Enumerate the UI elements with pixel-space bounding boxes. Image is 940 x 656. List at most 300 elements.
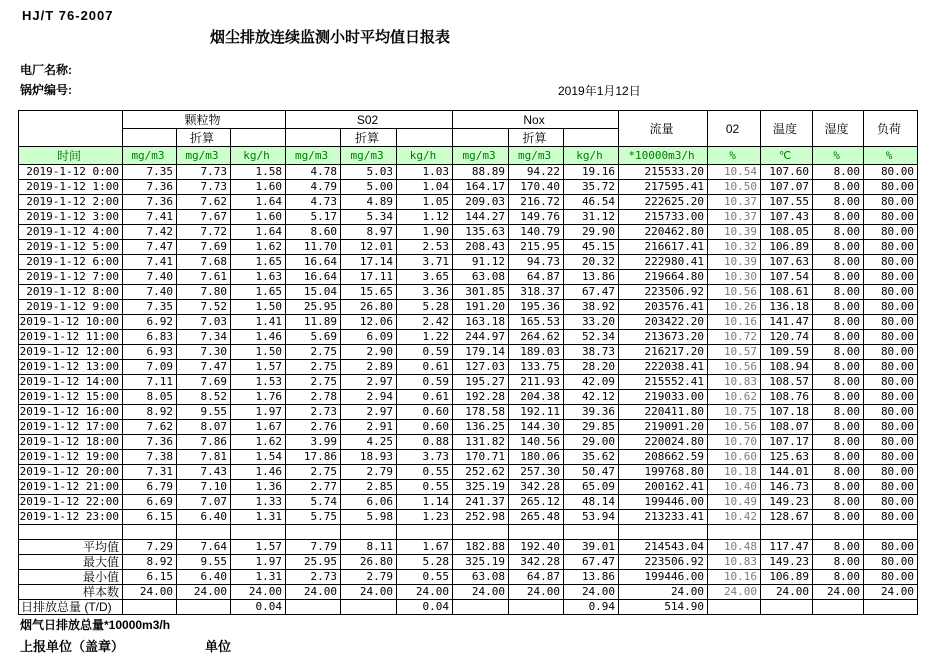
value-cell: 7.68 [177,255,231,270]
value-cell: 0.61 [397,390,453,405]
value-cell: 10.32 [708,240,761,255]
value-cell: 91.12 [453,255,509,270]
value-cell: 1.58 [231,165,286,180]
value-cell [231,525,286,540]
value-cell: 25.95 [286,555,341,570]
value-cell: 6.92 [123,315,177,330]
header-cell-empty [397,129,453,147]
value-cell: 26.80 [341,555,397,570]
value-cell: 1.05 [397,195,453,210]
value-cell: 8.05 [123,390,177,405]
value-cell: 7.86 [177,435,231,450]
value-cell: 48.14 [564,495,619,510]
value-cell: 140.79 [509,225,564,240]
value-cell: 7.80 [177,285,231,300]
value-cell: 80.00 [864,300,918,315]
value-cell: 2.75 [286,375,341,390]
value-cell: 6.83 [123,330,177,345]
value-cell: 10.16 [708,570,761,585]
header-flow: 流量 [619,111,708,147]
value-cell: 1.31 [231,570,286,585]
value-cell: 8.92 [123,555,177,570]
value-cell: 5.74 [286,495,341,510]
value-cell: 10.54 [708,165,761,180]
value-cell: 26.80 [341,300,397,315]
value-cell [813,600,864,615]
value-cell: 1.46 [231,330,286,345]
value-cell: 35.72 [564,180,619,195]
value-cell: 45.15 [564,240,619,255]
value-cell: 220024.80 [619,435,708,450]
unit-cell: mg/m3 [286,147,341,165]
value-cell: 10.39 [708,225,761,240]
data-row [19,330,918,345]
value-cell: 120.74 [761,330,813,345]
value-cell [708,600,761,615]
value-cell [123,525,177,540]
value-cell: 0.59 [397,345,453,360]
value-cell: 24.00 [231,585,286,600]
value-cell: 7.09 [123,360,177,375]
page-title: 烟尘排放连续监测小时平均值日报表 [209,29,450,46]
value-cell: 5.75 [286,510,341,525]
value-cell [286,600,341,615]
unit-cell: kg/h [564,147,619,165]
row-label: 2019-1-12 14:00 [19,375,123,390]
value-cell: 1.64 [231,195,286,210]
data-row [19,240,918,255]
value-cell: 1.97 [231,405,286,420]
value-cell: 7.81 [177,450,231,465]
value-cell: 80.00 [864,405,918,420]
value-cell: 42.09 [564,375,619,390]
value-cell: 29.00 [564,435,619,450]
summary-row [19,540,918,555]
spacer-row [19,525,918,540]
value-cell: 211.93 [509,375,564,390]
value-cell: 191.20 [453,300,509,315]
value-cell: 1.23 [397,510,453,525]
value-cell: 12.06 [341,315,397,330]
value-cell: 6.40 [177,510,231,525]
value-cell: 80.00 [864,345,918,360]
value-cell: 24.00 [177,585,231,600]
value-cell: 8.00 [813,510,864,525]
value-cell: 7.31 [123,465,177,480]
value-cell: 8.00 [813,285,864,300]
value-cell: 46.54 [564,195,619,210]
value-cell: 107.18 [761,405,813,420]
value-cell: 7.64 [177,540,231,555]
value-cell: 107.60 [761,165,813,180]
value-cell: 1.03 [397,165,453,180]
value-cell: 7.36 [123,180,177,195]
value-cell: 80.00 [864,330,918,345]
value-cell: 0.04 [231,600,286,615]
value-cell: 7.36 [123,195,177,210]
value-cell: 2.97 [341,405,397,420]
value-cell: 179.14 [453,345,509,360]
value-cell: 39.36 [564,405,619,420]
value-cell: 1.60 [231,180,286,195]
value-cell: 2.79 [341,465,397,480]
header-cell-empty [453,129,509,147]
value-cell: 133.75 [509,360,564,375]
value-cell: 1.57 [231,540,286,555]
value-cell: 10.16 [708,315,761,330]
value-cell: 31.12 [564,210,619,225]
value-cell: 125.63 [761,450,813,465]
value-cell: 8.00 [813,495,864,510]
value-cell: 223506.92 [619,555,708,570]
value-cell: 16.64 [286,270,341,285]
value-cell: 8.00 [813,435,864,450]
value-cell: 252.98 [453,510,509,525]
data-row [19,435,918,450]
value-cell: 10.56 [708,285,761,300]
value-cell: 8.00 [813,180,864,195]
value-cell: 24.00 [509,585,564,600]
value-cell: 0.94 [564,600,619,615]
value-cell: 53.94 [564,510,619,525]
value-cell: 33.20 [564,315,619,330]
unit-cell: % [708,147,761,165]
value-cell: 241.37 [453,495,509,510]
value-cell: 94.22 [509,165,564,180]
value-cell [864,600,918,615]
value-cell: 8.00 [813,390,864,405]
value-cell: 203576.41 [619,300,708,315]
value-cell: 170.40 [509,180,564,195]
value-cell: 2.77 [286,480,341,495]
value-cell: 182.88 [453,540,509,555]
value-cell: 215.95 [509,240,564,255]
value-cell: 10.37 [708,210,761,225]
value-cell: 8.00 [813,360,864,375]
value-cell: 144.27 [453,210,509,225]
value-cell [708,525,761,540]
value-cell: 5.34 [341,210,397,225]
value-cell: 163.18 [453,315,509,330]
value-cell: 7.40 [123,285,177,300]
value-cell: 7.73 [177,165,231,180]
value-cell: 80.00 [864,420,918,435]
value-cell: 107.63 [761,255,813,270]
value-cell: 42.12 [564,390,619,405]
value-cell: 318.37 [509,285,564,300]
value-cell: 7.43 [177,465,231,480]
summary-row [19,570,918,585]
row-label: 2019-1-12 18:00 [19,435,123,450]
value-cell: 108.57 [761,375,813,390]
data-row [19,180,918,195]
value-cell: 10.56 [708,360,761,375]
value-cell: 80.00 [864,480,918,495]
value-cell: 64.87 [509,270,564,285]
value-cell: 80.00 [864,255,918,270]
value-cell: 192.11 [509,405,564,420]
value-cell: 9.55 [177,405,231,420]
value-cell: 24.00 [619,585,708,600]
value-cell: 8.52 [177,390,231,405]
value-cell: 8.00 [813,270,864,285]
value-cell: 9.55 [177,555,231,570]
data-row [19,420,918,435]
value-cell: 2.78 [286,390,341,405]
value-cell: 2.75 [286,345,341,360]
value-cell: 7.35 [123,300,177,315]
value-cell: 64.87 [509,570,564,585]
row-label: 2019-1-12 22:00 [19,495,123,510]
value-cell: 4.79 [286,180,341,195]
value-cell: 38.73 [564,345,619,360]
value-cell: 7.10 [177,480,231,495]
header-temperature: 温度 [761,111,813,147]
value-cell: 213233.41 [619,510,708,525]
value-cell: 215552.41 [619,375,708,390]
value-cell: 8.00 [813,330,864,345]
value-cell: 165.53 [509,315,564,330]
value-cell: 106.89 [761,240,813,255]
value-cell: 5.17 [286,210,341,225]
value-cell: 2.42 [397,315,453,330]
row-label: 2019-1-12 8:00 [19,285,123,300]
unit-cell: *10000m3/h [619,147,708,165]
value-cell: 8.00 [813,255,864,270]
value-cell: 1.76 [231,390,286,405]
value-cell: 325.19 [453,480,509,495]
value-cell: 0.88 [397,435,453,450]
value-cell: 8.92 [123,405,177,420]
value-cell: 149.23 [761,555,813,570]
data-row [19,360,918,375]
value-cell [761,600,813,615]
value-cell: 140.56 [509,435,564,450]
value-cell: 1.33 [231,495,286,510]
value-cell: 2.53 [397,240,453,255]
value-cell: 13.86 [564,270,619,285]
value-cell: 24.00 [761,585,813,600]
value-cell: 80.00 [864,165,918,180]
value-cell: 6.93 [123,345,177,360]
value-cell: 0.55 [397,480,453,495]
value-cell: 4.73 [286,195,341,210]
value-cell: 10.62 [708,390,761,405]
value-cell: 219664.80 [619,270,708,285]
value-cell: 144.01 [761,465,813,480]
value-cell: 1.65 [231,285,286,300]
value-cell: 0.55 [397,465,453,480]
value-cell: 107.07 [761,180,813,195]
value-cell: 2.94 [341,390,397,405]
value-cell [619,525,708,540]
value-cell: 135.63 [453,225,509,240]
value-cell: 13.86 [564,570,619,585]
value-cell: 222980.41 [619,255,708,270]
value-cell: 80.00 [864,210,918,225]
value-cell: 10.56 [708,420,761,435]
report-date: 2019年1月12日 [558,84,641,98]
value-cell [864,525,918,540]
value-cell: 325.19 [453,555,509,570]
value-cell: 10.40 [708,480,761,495]
value-cell: 1.90 [397,225,453,240]
value-cell: 219033.00 [619,390,708,405]
value-cell: 80.00 [864,495,918,510]
value-cell: 106.89 [761,570,813,585]
value-cell: 1.36 [231,480,286,495]
value-cell: 8.00 [813,375,864,390]
row-label: 样本数 [19,585,123,600]
data-row [19,285,918,300]
value-cell: 216617.41 [619,240,708,255]
value-cell: 1.22 [397,330,453,345]
value-cell: 80.00 [864,285,918,300]
value-cell: 52.34 [564,330,619,345]
value-cell: 38.92 [564,300,619,315]
value-cell: 10.83 [708,555,761,570]
value-cell: 8.00 [813,300,864,315]
value-cell: 80.00 [864,240,918,255]
unit-cell: mg/m3 [341,147,397,165]
value-cell: 146.73 [761,480,813,495]
value-cell: 8.00 [813,165,864,180]
value-cell: 6.06 [341,495,397,510]
value-cell: 24.00 [453,585,509,600]
value-cell: 80.00 [864,435,918,450]
value-cell: 208662.59 [619,450,708,465]
value-cell: 215533.20 [619,165,708,180]
data-row [19,375,918,390]
value-cell: 8.00 [813,315,864,330]
value-cell: 10.75 [708,405,761,420]
value-cell: 63.08 [453,270,509,285]
value-cell: 117.47 [761,540,813,555]
value-cell: 8.07 [177,420,231,435]
value-cell: 1.12 [397,210,453,225]
data-row [19,210,918,225]
value-cell: 5.03 [341,165,397,180]
row-label: 平均值 [19,540,123,555]
value-cell: 7.34 [177,330,231,345]
value-cell: 0.61 [397,360,453,375]
value-cell: 67.47 [564,285,619,300]
value-cell: 192.28 [453,390,509,405]
row-label: 2019-1-12 17:00 [19,420,123,435]
value-cell: 216217.20 [619,345,708,360]
unit-cell: kg/h [397,147,453,165]
value-cell: 149.23 [761,495,813,510]
row-label: 2019-1-12 3:00 [19,210,123,225]
data-row [19,345,918,360]
value-cell: 1.97 [231,555,286,570]
header-cell-empty [286,129,341,147]
value-cell: 108.76 [761,390,813,405]
value-cell: 80.00 [864,570,918,585]
value-cell: 257.30 [509,465,564,480]
value-cell: 8.00 [813,480,864,495]
value-cell: 8.00 [813,570,864,585]
value-cell: 0.04 [397,600,453,615]
unit-cell: mg/m3 [177,147,231,165]
header-load: 负荷 [864,111,918,147]
value-cell: 80.00 [864,315,918,330]
row-label: 2019-1-12 7:00 [19,270,123,285]
value-cell: 265.12 [509,495,564,510]
value-cell: 1.50 [231,345,286,360]
value-cell [286,525,341,540]
value-cell: 80.00 [864,465,918,480]
row-label: 2019-1-12 2:00 [19,195,123,210]
header-humidity: 湿度 [813,111,864,147]
value-cell: 17.86 [286,450,341,465]
value-cell: 5.69 [286,330,341,345]
value-cell: 10.42 [708,510,761,525]
value-cell: 7.67 [177,210,231,225]
value-cell: 2.73 [286,570,341,585]
value-cell: 5.28 [397,300,453,315]
unit-label: 单位 [205,639,232,654]
value-cell: 10.18 [708,465,761,480]
header-cell-empty [564,129,619,147]
value-cell: 80.00 [864,360,918,375]
unit-cell: kg/h [231,147,286,165]
value-cell: 10.57 [708,345,761,360]
row-label: 2019-1-12 11:00 [19,330,123,345]
value-cell: 0.59 [397,375,453,390]
value-cell: 244.97 [453,330,509,345]
value-cell [397,525,453,540]
value-cell: 195.27 [453,375,509,390]
data-row [19,495,918,510]
value-cell: 94.73 [509,255,564,270]
value-cell: 65.09 [564,480,619,495]
value-cell: 3.73 [397,450,453,465]
data-row [19,300,918,315]
value-cell: 164.17 [453,180,509,195]
value-cell: 215733.00 [619,210,708,225]
value-cell: 1.63 [231,270,286,285]
value-cell: 8.00 [813,465,864,480]
data-row [19,195,918,210]
value-cell: 6.15 [123,570,177,585]
value-cell: 170.71 [453,450,509,465]
row-label: 2019-1-12 1:00 [19,180,123,195]
row-label: 最小值 [19,570,123,585]
value-cell: 7.40 [123,270,177,285]
value-cell: 24.00 [708,585,761,600]
value-cell: 1.54 [231,450,286,465]
data-row [19,465,918,480]
value-cell: 8.11 [341,540,397,555]
value-cell: 80.00 [864,540,918,555]
value-cell: 7.42 [123,225,177,240]
value-cell: 80.00 [864,375,918,390]
value-cell: 180.06 [509,450,564,465]
value-cell: 213673.20 [619,330,708,345]
value-cell: 0.60 [397,420,453,435]
header-conversion: 折算 [341,129,397,147]
value-cell: 29.85 [564,420,619,435]
data-row [19,270,918,285]
value-cell [177,600,231,615]
value-cell: 223506.92 [619,285,708,300]
value-cell: 10.70 [708,435,761,450]
value-cell: 5.00 [341,180,397,195]
value-cell: 141.47 [761,315,813,330]
value-cell: 220462.80 [619,225,708,240]
header-group-row [19,111,918,129]
